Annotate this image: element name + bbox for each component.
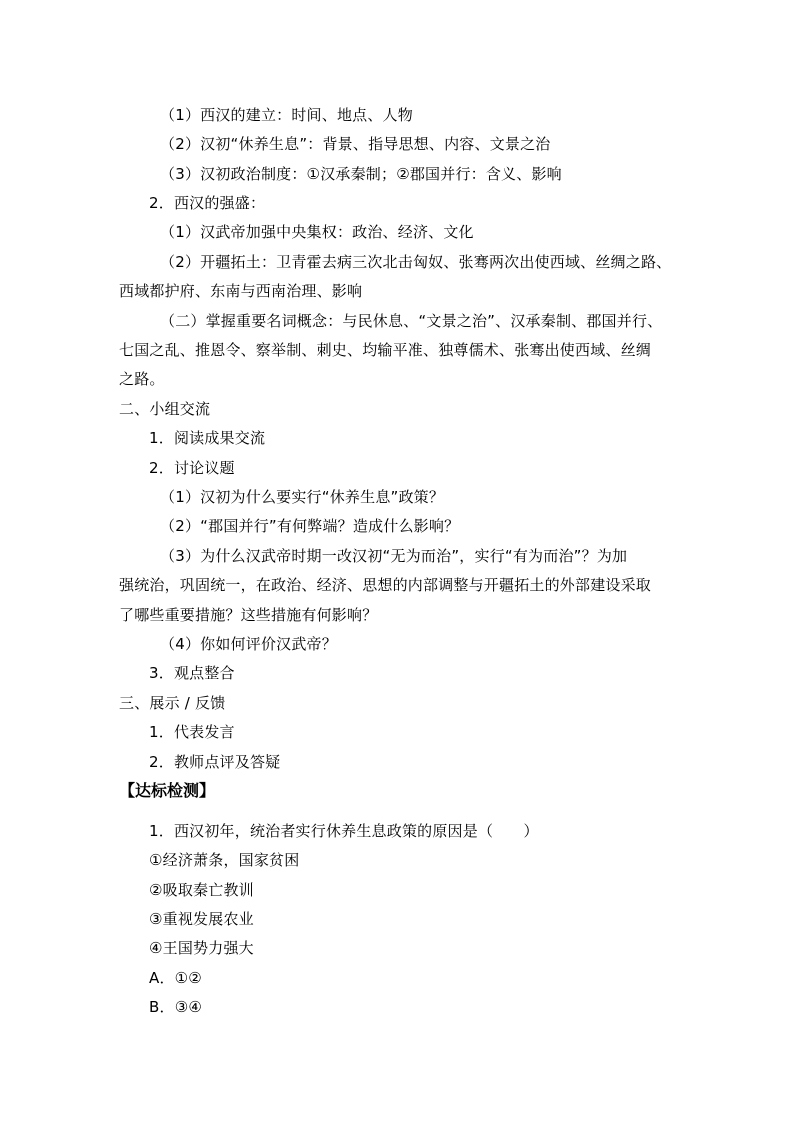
- test-option-3: ③重视发展农业: [149, 910, 254, 928]
- outline-item-2-2-line1: （2）开疆拓土：卫青霍去病三次北击匈奴、张骞两次出使西域、丝绸之路、: [160, 253, 672, 271]
- feedback-step-2: 2．教师点评及答疑: [149, 753, 281, 771]
- test-option-1: ①经济萧条，国家贫困: [149, 851, 300, 869]
- discussion-question-3-line1: （3）为什么汉武帝时期一改汉初“无为而治”，实行“有为而治”？为加: [160, 547, 628, 565]
- answer-choice-b: B．③④: [149, 998, 202, 1016]
- group-step-1: 1．阅读成果交流: [149, 429, 266, 447]
- group-step-2: 2．讨论议题: [149, 459, 235, 477]
- discussion-question-3-line3: 了哪些重要措施？这些措施有何影响？: [119, 606, 378, 624]
- discussion-question-4: （4）你如何评价汉武帝？: [160, 635, 337, 653]
- discussion-question-3-line2: 强统治，巩固统一，在政治、经济、思想的内部调整与开疆拓土的外部建设采取: [119, 576, 652, 594]
- feedback-section-title: 三、展示 / 反馈: [119, 694, 226, 712]
- outline-item-2-1: （1）汉武帝加强中央集权：政治、经济、文化: [160, 223, 474, 241]
- test-question-1-stem: 1．西汉初年，统治者实行休养生息政策的原因是（ ）: [149, 822, 539, 840]
- discussion-question-1: （1）汉初为什么要实行“休养生息”政策？: [160, 488, 445, 506]
- outline-item-1-1: （1）西汉的建立：时间、地点、人物: [160, 106, 413, 124]
- discussion-question-2: （2）“郡国并行”有何弊端？造成什么影响？: [160, 517, 460, 535]
- outline-item-2-2-line2: 西域都护府、东南与西南治理、影响: [119, 282, 363, 300]
- key-terms-line1: （二）掌握重要名词概念：与民休息、“文景之治”、汉承秦制、郡国并行、: [160, 312, 663, 330]
- key-terms-line2: 七国之乱、推恩令、察举制、刺史、均输平准、独尊儒术、张骞出使西域、丝绸: [119, 341, 652, 359]
- test-heading: 【达标检测】: [119, 781, 216, 800]
- answer-choice-a: A．①②: [149, 969, 202, 987]
- group-section-title: 二、小组交流: [119, 400, 211, 418]
- group-step-3: 3．观点整合: [149, 664, 235, 682]
- test-option-2: ②吸取秦亡教训: [149, 881, 254, 899]
- outline-section-2: 2．西汉的强盛：: [149, 194, 266, 212]
- feedback-step-1: 1．代表发言: [149, 723, 235, 741]
- test-option-4: ④王国势力强大: [149, 939, 254, 957]
- outline-item-1-3: （3）汉初政治制度：①汉承秦制；②郡国并行：含义、影响: [160, 165, 562, 183]
- key-terms-line3: 之路。: [119, 370, 165, 388]
- outline-item-1-2: （2）汉初“休养生息”：背景、指导思想、内容、文景之治: [160, 135, 551, 153]
